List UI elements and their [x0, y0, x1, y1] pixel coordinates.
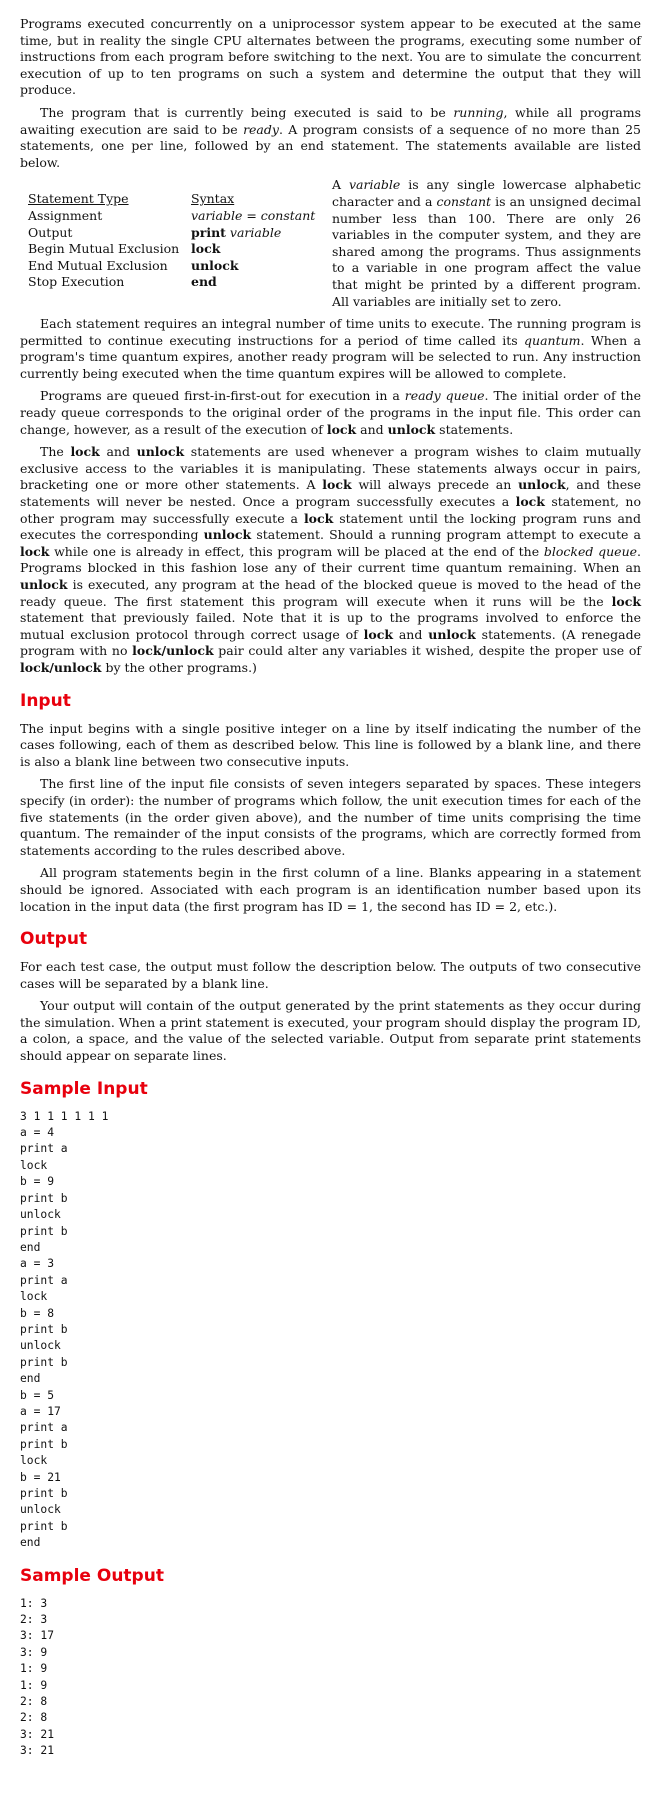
code-line: 3: 17	[20, 1629, 55, 1643]
output-heading: Output	[20, 929, 88, 950]
ready-queue-paragraph: Programs are queued first-in-first-out for execution in a ready queue. The initial order of the ready queue corresponds to the original order of the programs in the input file. This order can change, however, as a result of the execution of lock and unlock statements.	[20, 388, 642, 437]
code-line: 3: 21	[20, 1727, 55, 1741]
code-line: 1: 9	[20, 1678, 48, 1692]
statements-table-header	[28, 191, 332, 208]
code-line: 3 1 1 1 1 1 1	[20, 1109, 109, 1123]
code-line: print b	[20, 1355, 68, 1369]
code-line: 2: 3	[20, 1613, 48, 1627]
code-line: b = 9	[20, 1175, 55, 1189]
code-line: print b	[20, 1487, 68, 1500]
code-line: print a	[20, 1142, 68, 1156]
output-paragraph-1: For each test case, the output must follow the description below. The outputs of two consecutive cases will be separated by a blank line.	[20, 959, 641, 991]
code-line: print b	[20, 1519, 68, 1533]
statements-section	[20, 177, 641, 310]
input-paragraph-3: All program statements begin in the first column of a line. Blanks appearing in a statement should be ignored. Associated with each program is an identification number based upon its location in the input data (the first program has ID = 1, the second has ID = 2, etc.).	[20, 865, 641, 914]
code-line: 1: 3	[20, 1596, 48, 1610]
sample-input-heading: Sample Input	[20, 1078, 148, 1099]
code-line: unlock	[20, 1503, 61, 1517]
code-line: print a	[20, 1273, 68, 1287]
quantum-paragraph: Each statement requires an integral number of time units to execute. The running program is permitted to continue executing instructions for a period of time called its quantum. When a program's time quantum expires, another ready program will be selected to run. Any instruction currently being executed when the time quantum expires will be allowed to complete.	[20, 316, 641, 381]
lock-unlock-paragraph: The lock and unlock statements are used whenever a program wishes to claim mutually exclusive access to the variables it is manipulating. These statements always occur in pairs, bracketing one or more other statements. A lock will always precede an unlock, and these statements will never be nested. Once a program successfully executes a lock statement, no other program may successfully execute a lock statement until the locking program runs and executes the corresponding unlock statement. Should a running program attempt to execute a lock while one is already in effect, this program will be placed at the end of the blocked queue. Programs blocked in this fashion lose any of their current time quantum remaining. When an unlock is executed, any program at the head of the blocked queue is moved to the head of the ready queue. The first statement this program will execute when it runs will be the lock statement that previously failed. Note that it is up to the programs involved to enforce the mutual exclusion protocol through correct usage of lock and unlock statements. (A renegade program with no lock/unlock pair could alter any variables it wished, despite the proper use of lock/unlock by the other programs.)	[20, 444, 642, 675]
sample-input-block	[20, 1109, 641, 1552]
input-paragraph-1: The input begins with a single positive integer on a line by itself indicating the number of the cases following, each of them as described below. This line is followed by a blank line, and there is also a blank line between two consecutive inputs.	[20, 720, 641, 769]
output-paragraph-2: Your output will contain of the output generated by the print statements as they occur during the simulation. When a print statement is executed, your program should display the program ID, a colon, a space, and the value of the selected variable. Output from separate print statements should appear on separate lines.	[20, 998, 641, 1064]
code-line: b = 5	[20, 1388, 55, 1402]
table-row: End Mutual Exclusion unlock	[28, 257, 239, 273]
header-syntax: Syntax	[191, 191, 235, 207]
code-line: 1: 9	[20, 1662, 48, 1676]
code-line: print b	[20, 1437, 68, 1451]
code-line: a = 17	[20, 1404, 61, 1418]
sample-output-block	[20, 1596, 641, 1760]
code-line: b = 8	[20, 1306, 55, 1320]
sample-output-heading: Sample Output	[20, 1565, 164, 1586]
code-line: print a	[20, 1421, 68, 1435]
statements-table	[20, 191, 332, 291]
code-line: end	[20, 1536, 41, 1550]
table-row: Output print variable	[28, 224, 282, 240]
intro-paragraph: Programs executed concurrently on a uniprocessor system appear to be executed at the same time, but in reality the single CPU alternates between the programs, executing some number of instructions from each program before switching to the next. You are to simulate the concurrent execution of up to ten programs on such a system and determine the output that they will produce.	[20, 16, 641, 98]
code-line: a = 3	[20, 1257, 55, 1271]
code-line: unlock	[20, 1339, 61, 1353]
code-line: lock	[20, 1158, 48, 1172]
input-heading: Input	[20, 690, 71, 711]
code-line: end	[20, 1240, 41, 1254]
code-line: 2: 8	[20, 1711, 48, 1725]
header-statement-type: Statement Type	[28, 191, 129, 207]
table-row: Stop Execution end	[28, 274, 217, 290]
table-row: Assignment variable = constant	[28, 207, 316, 223]
code-line: b = 21	[20, 1470, 61, 1484]
code-line: 3: 9	[20, 1645, 48, 1659]
code-line: print b	[20, 1191, 68, 1205]
code-line: 2: 8	[20, 1695, 48, 1709]
code-line: unlock	[20, 1208, 61, 1222]
code-line: end	[20, 1372, 41, 1386]
code-line: 3: 21	[20, 1744, 55, 1758]
input-paragraph-2: The first line of the input file consists of seven integers separated by spaces. These integers specify (in order): the number of programs which follow, the unit execution times for each of the five statements (in the order given above), and the number of time units comprising the time quantum. The remainder of the input consists of the programs, which are correctly formed from statements according to the rules described above.	[20, 776, 641, 858]
code-line: lock	[20, 1290, 48, 1304]
table-row: Begin Mutual Exclusion lock	[28, 241, 221, 257]
code-line: print b	[20, 1224, 68, 1238]
variables-note: A variable is any single lowercase alphabetic character and a constant is an unsigned decimal number less than 100. There are only 26 variables in the computer system, and they are shared among the programs. Thus assignments to a variable in one program affect the value that might be printed by a different program. All variables are initially set to zero.	[332, 177, 641, 309]
running-ready-paragraph: The program that is currently being executed is said to be running, while all programs awaiting execution are said to be ready. A program consists of a sequence of no more than 25 statements, one per line, followed by an end statement. The statements available are listed below.	[20, 104, 641, 170]
code-line: print b	[20, 1322, 68, 1336]
code-line: lock	[20, 1454, 48, 1468]
code-line: a = 4	[20, 1126, 55, 1140]
